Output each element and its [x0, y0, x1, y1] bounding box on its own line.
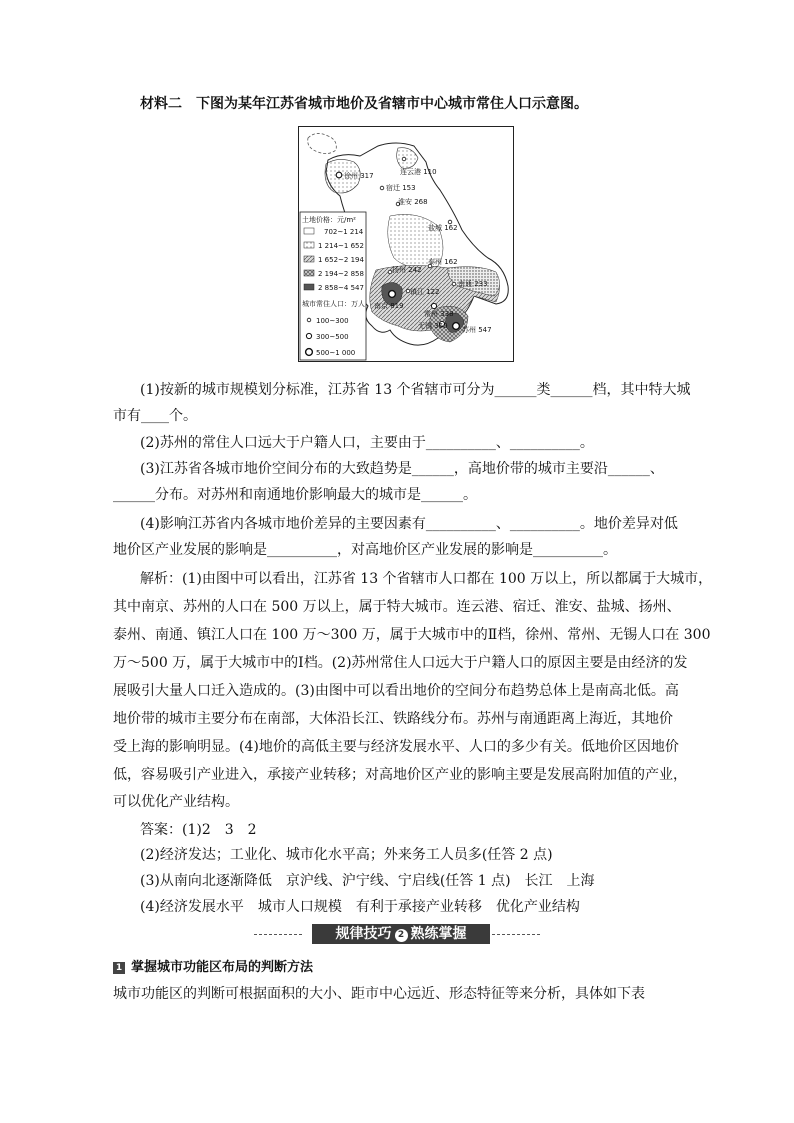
tip-number-badge: 1: [113, 962, 125, 974]
jiangsu-land-price-map: [298, 126, 514, 362]
question-1-line-1: (1)按新的城市规模划分标准，江苏省 13 个省辖市可分为______类______档，其中特大城: [140, 382, 691, 398]
legend-class-5: 2 858~4 547: [318, 284, 364, 292]
city-changzhou: 常州 338: [424, 310, 454, 318]
city-nanjing: 南京 819: [374, 302, 404, 310]
city-zhenjiang: 镇江 122: [410, 288, 440, 296]
legend-pop-title: 城市常住人口：万人: [302, 300, 365, 308]
city-nantong: 南通 233: [458, 280, 488, 288]
tip-title: 掌握城市功能区布局的判断方法: [131, 960, 314, 975]
question-2: (2)苏州的常住人口远大于户籍人口，主要由于__________、__________。: [140, 435, 594, 451]
analysis-line: 万～500 万，属于大城市中的Ⅰ档。(2)苏州常住人口远大于户籍人口的原因主要是由经济的发: [113, 655, 688, 671]
closing-text: 城市功能区的判断可根据面积的大小、距市中心远近、形态特征等来分析，具体如下表: [113, 986, 645, 1002]
question-3-line-1: (3)江苏省各城市地价空间分布的大致趋势是______，高地价带的城市主要沿______、: [140, 461, 664, 477]
analysis-line: 地价带的城市主要分布在南部，大体沿长江、铁路线分布。苏州与南通距离上海近，其地价: [113, 711, 673, 727]
analysis-line: 低，容易吸引产业进入，承接产业转移；对高地价区产业的影响主要是发展高附加值的产业，: [113, 767, 687, 783]
legend-pop-1: 100~300: [316, 317, 349, 325]
question-3-line-2: ______分布。对苏州和南通地价影响最大的城市是______。: [113, 487, 477, 503]
city-suzhou: 苏州 547: [462, 326, 492, 334]
banner-left-text: 规律技巧: [335, 926, 392, 942]
analysis-line: 解析：(1)由图中可以看出，江苏省 13 个省辖市人口都在 100 万以上，所以都属于大城市，: [140, 571, 713, 587]
analysis-line: 展吸引大量人口迁入造成的。(3)由图中可以看出地价的空间分布趋势总体上是南高北低。高: [113, 683, 679, 699]
city-yancheng: 盐城 162: [428, 224, 458, 232]
banner-divider: [254, 934, 302, 935]
tip-heading: [113, 958, 313, 978]
legend-class-1: 702~1 214: [324, 228, 364, 236]
legend-title: 土地价格：元/m²: [302, 216, 356, 224]
legend-pop-3: 500~1 000: [316, 349, 356, 357]
analysis-line: 泰州、南通、镇江人口在 100 万～300 万，属于大城市中的Ⅱ档，徐州、常州、无锡人口在 300: [113, 627, 711, 643]
city-taizhou: 泰州 162: [428, 258, 458, 266]
material-header: 材料二 下图为某年江苏省城市地价及省辖市中心城市常住人口示意图。: [140, 96, 588, 112]
legend-class-3: 1 652~2 194: [318, 256, 364, 264]
map-figure: [298, 126, 514, 362]
banner-right-text: 熟练掌握: [410, 926, 467, 942]
analysis-line: 受上海的影响明显。(4)地价的高低主要与经济发展水平、人口的多少有关。低地价区因地价: [113, 739, 679, 755]
analysis-line: 其中南京、苏州的人口在 500 万以上，属于特大城市。连云港、宿迁、淮安、盐城、扬州、: [113, 599, 681, 615]
question-1-line-2: 市有____个。: [113, 408, 197, 424]
city-huaian: 淮安 268: [398, 198, 428, 206]
city-wuxi: 无锡 360: [418, 322, 448, 330]
question-4-line-1: (4)影响江苏省内各城市地价差异的主要因素有__________、__________。地价差异对低: [140, 516, 678, 532]
legend-pop-2: 300~500: [316, 333, 349, 341]
answer-line: (2)经济发达；工业化、城市化水平高；外来务工人员多(任答 2 点): [140, 847, 553, 863]
banner-divider: [492, 934, 540, 935]
banner-title: [312, 924, 490, 944]
answer-line: (3)从南向北逐渐降低 京沪线、沪宁线、宁启线(任答 1 点) 长江 上海: [140, 873, 595, 889]
answer-line: 答案：(1)2 3 2: [140, 822, 257, 838]
legend-class-4: 2 194~2 858: [318, 270, 364, 278]
city-lianyungang: 连云港 110: [400, 168, 437, 176]
question-4-line-2: 地价区产业发展的影响是__________，对高地价区产业发展的影响是__________。: [113, 542, 617, 558]
city-yangzhou: 扬州 242: [392, 266, 422, 274]
legend-class-2: 1 214~1 652: [318, 242, 364, 250]
answer-line: (4)经济发展水平 城市人口规模 有利于承接产业转移 优化产业结构: [140, 899, 580, 915]
city-xuzhou: 徐州 317: [344, 172, 374, 180]
banner-number-badge: 2: [395, 929, 408, 942]
analysis-line: 可以优化产业结构。: [113, 794, 239, 810]
city-suqian: 宿迁 153: [386, 184, 416, 192]
section-banner: [252, 922, 542, 948]
